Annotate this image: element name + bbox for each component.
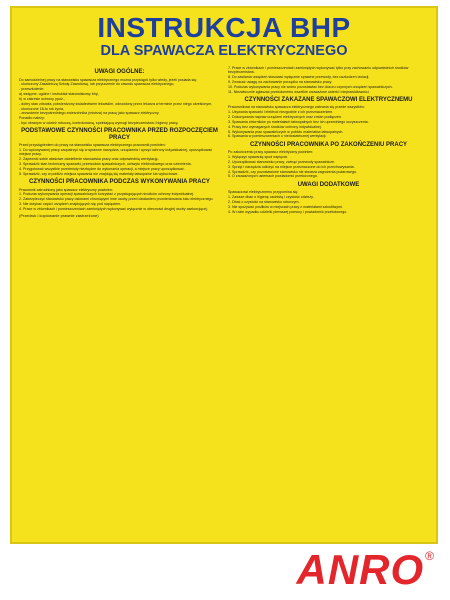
sign-title: INSTRUKCJA BHP — [97, 12, 351, 43]
instruction-paragraph: 5. Wykonywania prac spawalniczych w pobliżu materiałów łatwopalnych. — [228, 129, 344, 134]
instruction-paragraph: 2. Dbać o czystość na stanowisku roboczym. — [228, 199, 300, 204]
sign-subtitle: DLA SPAWACZA ELEKTRYCZNEGO — [100, 43, 348, 59]
instruction-paragraph: - ukończony Zasadniczą Szkołę Zawodową, lub przyuczenie do zawodu spawacza elektrycznego, — [19, 82, 175, 87]
instruction-paragraph: 3. Nie spożywać posiłków w miejscach pracy z materiałami szkodliwymi. — [228, 204, 343, 209]
instruction-paragraph: 4. Pracy bez wymaganych środków ochrony indywidualnej. — [228, 124, 322, 129]
instruction-paragraph: Pracownikowi na stanowisku spawacza elektrycznego zabrania się przede wszystkim: — [228, 105, 365, 110]
left-column — [19, 66, 220, 538]
instruction-paragraph: 6. Spawania w pomieszczeniach o niedostatecznej wentylacji. — [228, 134, 327, 139]
instruction-paragraph: 2. Zabezpieczyć stanowisko pracy osłonami chroniącymi inne osoby przed działaniem promieniowania łuku elektrycznego. — [19, 197, 214, 202]
instruction-paragraph: 9. Zwracać uwagę na zachowanie porządku na stanowisku pracy. — [228, 79, 333, 84]
instruction-paragraph: b) w zakresie ochrony ppoż., — [19, 96, 65, 101]
instruction-paragraph: 5. Sprawdzić, czy w pobliżu miejsca spawania nie znajdują się materiały łatwopalne lub wybuchowe. — [19, 171, 179, 176]
section-heading: PODSTAWOWE CZYNNOŚCI PRACOWNIKA PRZED ROZPOCZĘCIEM PRACY — [21, 128, 218, 141]
right-column — [228, 66, 429, 538]
instruction-paragraph: 2. Uporządkować stanowisko pracy, zwinąć przewody spawalnicze. — [228, 159, 335, 164]
brand-logo — [296, 546, 434, 593]
instruction-paragraph: 1. Podczas wykonywania operacji spawalniczych korzystać z przysługujących środków ochrony indywidualnej. — [19, 192, 195, 197]
instruction-paragraph: 4. W razie wypadku udzielić pierwszej pomocy i powiadomić przełożonego. — [228, 209, 348, 214]
instruction-paragraph: 2. Zapewnić sobie właściwe oświetlenie stanowiska pracy oraz odpowiednią wentylację. — [19, 157, 159, 162]
instruction-paragraph: 3. Nie dotykać części urządzeń znajdujących się pod napięciem. — [19, 202, 122, 207]
instruction-paragraph: 2. Dokonywania napraw urządzeń elektrycznych oraz zmian podłączeń. — [228, 115, 342, 120]
section-heading: CZYNNOŚCI ZAKAZANE SPAWACZOWI ELEKTRYCZNEMU — [244, 96, 413, 103]
instruction-paragraph: 3. Sprzęt i narzędzia odłożyć na miejsce przeznaczone do ich przechowywania. — [228, 164, 355, 169]
copyright-note: (Przedruk i kopiowanie prawnie zastrzeżone) — [19, 213, 99, 219]
instruction-paragraph: - być ubranym w odzież roboczą, kontrolowaną, spełniającą wymogi bezpieczeństwa i higieny pracy, — [19, 121, 179, 126]
instruction-paragraph: 1. Zawsze dbać o higienę osobistą i czystość odzieży. — [228, 195, 314, 199]
instruction-paragraph: 8. Do zasilania urządzeń stosować wyłącznie sprawne przewody, bez uszkodzeń izolacji. — [228, 75, 370, 80]
section-heading: CZYNNOŚCI PRACOWNIKA PO ZAKOŃCZENIU PRACY — [249, 141, 408, 148]
instruction-paragraph: Po zakończeniu pracy spawacz elektryczny powinien: — [228, 150, 314, 155]
section-heading: UWAGI OGÓLNE: — [94, 69, 145, 75]
sign-body — [19, 66, 429, 538]
instruction-paragraph: 4. Przygotować wszystkie przedmioty niezbędne do wykonania operacji, a miejsce pracy uporządkować. — [19, 166, 185, 171]
instruction-paragraph: Ponadto należy: — [19, 116, 45, 121]
instruction-paragraph: 11. Niezwłocznie zgłaszać przełożonemu wszelkie zauważone usterki i nieprawidłowości. — [228, 89, 370, 94]
instruction-paragraph: Spawaczowi elektrycznemu przypomina się: — [228, 190, 299, 195]
instruction-paragraph: Do samodzielnej pracy na stanowisku spawacza elektrycznego można przystąpić tylko wtedy, jeżeli posiada się: — [19, 77, 198, 82]
instruction-paragraph: 7. Prace w zbiornikach i pomieszczeniach zamkniętych wykonywać tylko przy zachowaniu odpowiednich środków bezpieczeństwa. — [228, 66, 409, 75]
brand-name: ANRO — [296, 546, 425, 593]
registered-mark: ® — [425, 549, 434, 563]
instruction-paragraph: 1. Wyłączyć spawarkę spod napięcia. — [228, 155, 288, 160]
instruction-paragraph: - przeszkolenie: — [19, 87, 45, 92]
instruction-paragraph: 1. Do wykonywanej pracy zaopatrzyć się w sprawne narzędzia, urządzenia i sprzęt ochrony indywidualnej, uporządkować miejsce pracy. — [19, 148, 213, 157]
instruction-paragraph: 4. Prace w zbiornikach i pomieszczeniach zamkniętych wykonywać wyłącznie w obecności drugiej osoby asekurującej. — [19, 206, 208, 211]
instruction-paragraph: - dobry stan zdrowia, potwierdzony świadectwem lekarskim, odnowiony przez lekarza w terminie przez niego określonym, — [19, 101, 213, 106]
instruction-paragraph: 10. Podczas wykonywania pracy nie wolno pozostawiać bez dozoru czynnych urządzeń spawalniczych. — [228, 84, 393, 89]
instruction-paragraph: 5. O zauważonych usterkach powiadomić przełożonego. — [228, 174, 318, 179]
section-heading: CZYNNOŚCI PRACOWNIKA PODCZAS WYKONYWANIA PRACY — [29, 179, 210, 186]
instruction-paragraph: 3. Sprawdzić stan techniczny spawarki, przewodów spawalniczych, uchwytu elektrodowego oraz uziemienia. — [19, 162, 192, 167]
safety-instruction-sign — [10, 6, 438, 544]
instruction-paragraph: Przed przystąpieniem do pracy na stanowisku spawacza elektrycznego pracownik powinien: — [19, 143, 166, 148]
instruction-paragraph: Pracownik zatrudniony jako spawacz elektryczny powinien: — [19, 187, 113, 192]
instruction-paragraph: - zezwolenie bezpośredniego zwierzchnika (mistrza) na pracę jako spawacz elektryczny. — [19, 111, 160, 116]
instruction-paragraph: 3. Spawania zbiorników po materiałach łatwopalnych bez ich uprzedniego oczyszczenia. — [228, 119, 369, 124]
instruction-paragraph: 1. Używania spawarki i elektrod niezgodnie z ich przeznaczeniem. — [228, 110, 334, 115]
instruction-paragraph: 4. Sprawdzić, czy pozostawione stanowisko nie stwarza zagrożenia pożarowego. — [228, 169, 358, 174]
instruction-paragraph: - ukończone 18-to rok życia, — [19, 106, 64, 111]
instruction-paragraph: a) wstępne, ogólne i instruktaż stanowiskowy bhp, — [19, 92, 99, 97]
section-heading: UWAGI DODATKOWE — [297, 181, 360, 188]
